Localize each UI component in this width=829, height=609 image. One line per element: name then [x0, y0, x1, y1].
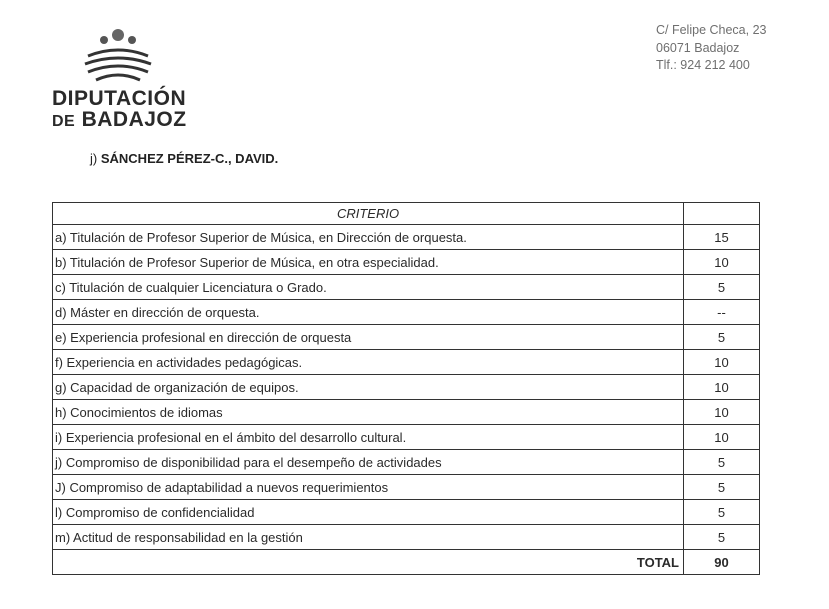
criterion-cell: j) Compromiso de disponibilidad para el desempeño de actividades	[53, 450, 684, 475]
criterion-cell: m) Actitud de responsabilidad en la gestión	[53, 525, 684, 550]
table-row	[53, 325, 760, 350]
table-row	[53, 300, 760, 325]
address-street: C/ Felipe Checa, 23	[656, 23, 767, 37]
score-cell: 10	[684, 400, 760, 425]
score-cell: 10	[684, 375, 760, 400]
criteria-table	[52, 202, 760, 575]
table-row	[53, 375, 760, 400]
criterion-cell: h) Conocimientos de idiomas	[53, 400, 684, 425]
total-value: 90	[684, 550, 760, 575]
criterion-cell: g) Capacidad de organización de equipos.	[53, 375, 684, 400]
criterion-cell: b) Titulación de Profesor Superior de Música, en otra especialidad.	[53, 250, 684, 275]
organization-name-line1: DIPUTACIÓN	[52, 87, 187, 110]
table-row	[53, 250, 760, 275]
total-row	[53, 550, 760, 575]
criterion-column-header: CRITERIO	[53, 203, 684, 225]
score-cell: 5	[684, 325, 760, 350]
criterion-cell: d) Máster en dirección de orquesta.	[53, 300, 684, 325]
criterion-cell: J) Compromiso de adaptabilidad a nuevos requerimientos	[53, 475, 684, 500]
organization-name-line2	[52, 109, 192, 132]
organization-name	[52, 88, 192, 132]
score-cell: 15	[684, 225, 760, 250]
table-row	[53, 275, 760, 300]
score-cell: 5	[684, 275, 760, 300]
candidate-name: SÁNCHEZ PÉREZ-C., DAVID.	[100, 151, 279, 166]
table-row	[53, 400, 760, 425]
criterion-cell: a) Titulación de Profesor Superior de Música, en Dirección de orquesta.	[53, 225, 684, 250]
score-cell: 10	[684, 425, 760, 450]
table-row	[53, 350, 760, 375]
organization-name-prefix: DE	[52, 113, 76, 130]
score-cell: --	[684, 300, 760, 325]
score-column-header	[684, 203, 760, 225]
total-label: TOTAL	[53, 550, 684, 575]
table-row	[53, 425, 760, 450]
address-city: 06071 Badajoz	[656, 40, 740, 55]
table-row	[53, 450, 760, 475]
organization-name-main: BADAJOZ	[81, 108, 187, 131]
score-cell: 5	[684, 525, 760, 550]
candidate-heading	[90, 151, 278, 166]
table-row	[53, 475, 760, 500]
criterion-cell: i) Experiencia profesional en el ámbito del desarrollo cultural.	[53, 425, 684, 450]
criterion-cell: f) Experiencia en actividades pedagógicas.	[53, 350, 684, 375]
table-row	[53, 225, 760, 250]
criterion-cell: c) Titulación de cualquier Licenciatura o Grado.	[53, 275, 684, 300]
address-block	[656, 22, 766, 75]
score-cell: 10	[684, 250, 760, 275]
score-cell: 5	[684, 500, 760, 525]
score-cell: 10	[684, 350, 760, 375]
address-phone: Tlf.: 924 212 400	[656, 58, 750, 72]
score-cell: 5	[684, 475, 760, 500]
diputacion-emblem-icon	[82, 26, 152, 86]
criterion-cell: e) Experiencia profesional en dirección de orquesta	[53, 325, 684, 350]
criterion-cell: l) Compromiso de confidencialidad	[53, 500, 684, 525]
score-cell: 5	[684, 450, 760, 475]
table-row	[53, 500, 760, 525]
candidate-prefix: j)	[90, 151, 98, 166]
table-row	[53, 525, 760, 550]
table-header-row	[53, 203, 760, 225]
